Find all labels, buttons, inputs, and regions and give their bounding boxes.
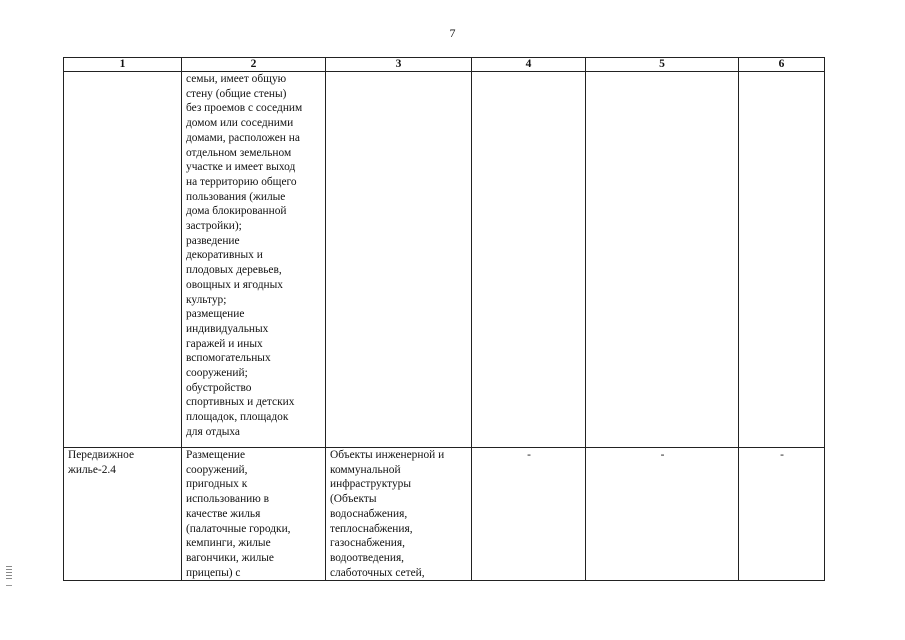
cell-col2-description: [182, 72, 326, 448]
header-col-5: 5: [586, 58, 739, 72]
cell-text-line: Объекты инженерной и: [330, 449, 445, 461]
cell-col2-description: [182, 448, 326, 581]
cell-text-line: коммунальной: [330, 463, 401, 476]
table-header-row: [64, 58, 825, 72]
header-col-4: 4: [472, 58, 586, 72]
cell-col5-dash: -: [586, 448, 739, 581]
cell-text-line: размещение: [186, 308, 245, 321]
cell-text-line: застройки);: [186, 220, 242, 233]
cell-text-line: кемпинги, жилые: [186, 537, 271, 550]
cell-text-line: (палаточные городки,: [186, 522, 291, 535]
cell-text-line: домами, расположен на: [186, 131, 300, 144]
cell-text-line: инфраструктуры: [330, 478, 411, 491]
cell-text-line: сооружений;: [186, 367, 248, 380]
cell-col4-dash: -: [472, 448, 586, 581]
margin-scan-line: [6, 585, 12, 586]
cell-text-line: вагончики, жилые: [186, 551, 274, 564]
page-number: 7: [449, 26, 456, 40]
cell-text-line: дома блокированной: [186, 205, 287, 218]
cell-text-line: использованию в: [186, 493, 270, 506]
header-col-2: 2: [182, 58, 326, 72]
cell-text-line: отдельном земельном: [186, 146, 292, 159]
cell-text-line: гаражей и иных: [186, 337, 263, 350]
cell-text-line: сооружений,: [186, 463, 248, 476]
cell-text-line: без проемов с соседним: [186, 102, 303, 115]
table-row-mobile-housing: [64, 448, 825, 581]
cell-text-line: слаботочных сетей,: [330, 566, 425, 579]
cell-text-line: плодовых деревьев,: [186, 264, 282, 277]
cell-text-line: теплоснабжения,: [330, 522, 413, 535]
cell-text-line: на территорию общего: [186, 175, 297, 188]
cell-text-line: качестве жилья: [186, 507, 261, 520]
cell-text-line: разведение: [186, 234, 240, 247]
cell-text-line: прицепы) с: [186, 566, 241, 579]
table-row-continued: [64, 72, 825, 448]
cell-text-line: спортивных и детских: [186, 396, 295, 409]
cell-col5-empty: [586, 72, 739, 448]
cell-text-line: жилье-2.4: [68, 463, 116, 476]
cell-text-line: водоснабжения,: [330, 507, 408, 520]
cell-text-line: семьи, имеет общую: [186, 73, 287, 85]
cell-text-line: Передвижное: [68, 449, 135, 461]
cell-text-line: газоснабжения,: [330, 537, 405, 550]
cell-col6-dash: -: [739, 448, 825, 581]
zoning-table: [63, 57, 825, 581]
cell-text-line: Размещение: [186, 449, 246, 461]
header-col-6: 6: [739, 58, 825, 72]
margin-scan-mark: [6, 566, 12, 580]
header-col-3: 3: [326, 58, 472, 72]
cell-text-line: стену (общие стены): [186, 87, 287, 100]
cell-text-line: для отдыха: [186, 425, 240, 438]
cell-text-line: вспомогательных: [186, 352, 271, 365]
cell-col1-use-name: [64, 448, 182, 581]
cell-text-line: декоративных и: [186, 249, 263, 262]
cell-col3-empty: [326, 72, 472, 448]
cell-col3-auxiliary: [326, 448, 472, 581]
cell-text-line: пользования (жилые: [186, 190, 286, 203]
cell-text-line: пригодных к: [186, 478, 248, 491]
cell-text-line: индивидуальных: [186, 322, 269, 335]
cell-text-line: водоотведения,: [330, 551, 405, 564]
cell-col6-empty: [739, 72, 825, 448]
cell-text-line: площадок, площадок: [186, 411, 289, 424]
cell-text-line: участке и имеет выход: [186, 161, 296, 174]
cell-text-line: домом или соседними: [186, 117, 294, 130]
cell-text-line: овощных и ягодных: [186, 278, 283, 291]
cell-text-line: обустройство: [186, 381, 252, 394]
cell-text-line: (Объекты: [330, 493, 377, 506]
cell-col4-empty: [472, 72, 586, 448]
header-col-1: 1: [64, 58, 182, 72]
cell-text-line: культур;: [186, 293, 227, 306]
cell-col1-empty: [64, 72, 182, 448]
